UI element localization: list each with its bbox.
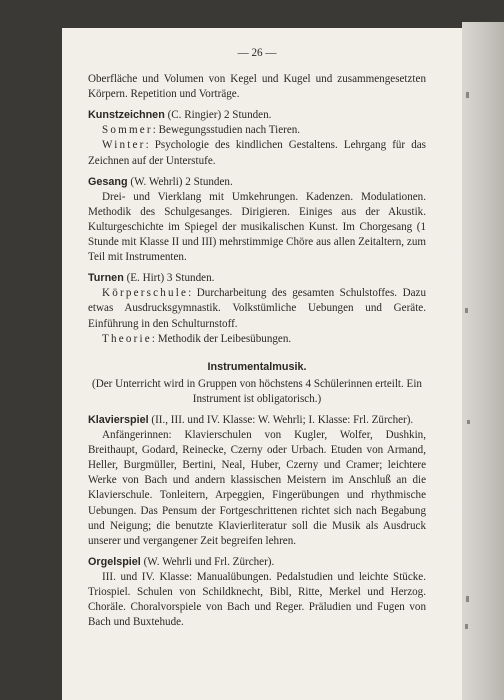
intro-paragraph: Oberfläche und Volumen von Kegel und Kugel und zusammengesetzten Körpern. Repetition und Vorträge. [88, 73, 426, 101]
klavier-heading [88, 413, 426, 428]
summer-text: : Bewegungsstudien nach Tieren. [152, 124, 301, 137]
page-number: — 26 — [237, 47, 277, 59]
theorie-text: : Methodik der Leibesübungen. [151, 332, 292, 345]
klavier-title: Klavierspiel [88, 413, 149, 426]
turnen-heading [88, 271, 426, 286]
page-edge [462, 22, 504, 700]
turnen-theorie [88, 332, 426, 347]
koerperschule-label: Körperschule [102, 287, 189, 300]
turnen-teacher: (E. Hirt) 3 Stunden. [123, 272, 215, 285]
koerperschule-text: : Durcharbeitung des gesamten Schulstoffes. Dazu etwas Ausdrucksgymnastik. Volkstümliche Uebungen und Geräte. Einführung in den Schulturnstoff. [88, 287, 426, 330]
winter-label: Winter [102, 139, 146, 152]
page-content [88, 46, 426, 630]
gesang-teacher: (W. Wehrli) 2 Stunden. [127, 175, 233, 188]
kunstzeichnen-title: Kunstzeichnen [88, 109, 165, 122]
orgel-heading [88, 555, 426, 570]
gesang-heading [88, 175, 426, 190]
kunstzeichnen-teacher: (C. Ringier) 2 Stunden. [164, 109, 272, 122]
kunstzeichnen-summer [88, 123, 426, 138]
turnen-title: Turnen [88, 272, 124, 285]
summer-label: Sommer [102, 124, 153, 137]
gesang-title: Gesang [88, 175, 128, 188]
document-page [62, 28, 462, 700]
turnen-koerperschule [88, 286, 426, 331]
gesang-text: Drei- und Vierklang mit Umkehrungen. Kadenzen. Modulationen. Methodik des Schulgesanges. Dirigieren. Einiges aus der Akustik. Kulturgeschichte im Spiegel der musikalischen Kunst. Im Chorgesang (1 Stunde mit Klasse II und III) mehrstimmige Chöre aus allen Zeitaltern, zum Teil mit Instrumenten. [88, 190, 426, 264]
orgel-text: III. und IV. Klasse: Manualübungen. Pedalstudien und leichte Stücke. Triospiel. Schulen von Schildknecht, Bibl, Ritte, Merkel und Herzog. Choräle. Choralvorspiele von Bach und Reger. Präludien und Fugen von Bach und Buxtehude. [88, 570, 426, 629]
klavier-text: Anfängerinnen: Klavierschulen von Kugler, Wolfer, Dushkin, Breithaupt, Godard, Reinecke, Czerny oder Urbach. Etuden von Armand, Heller, Burgmüller, Bertini, Neal, Huber, Czerny und Cramer; leichtere Werke von Bach und andern klassischen Meistern im Anschluß an die Klavierschule. Tonleitern, Arpeggien, Fingerübungen und rhythmische Uebungen. Das Pensum der Fortgeschrittenen richtet sich nach Begabung und Neigung; die benutzte Klavierliteratur soll die Musik als Ausdruck unserer und vergangener Zeit begreifen lehren. [88, 429, 426, 547]
klavier-teacher: (II., III. und IV. Klasse: W. Wehrli; I. Klasse: Frl. Zürcher). [148, 413, 414, 426]
winter-text: : Psychologie des kindlichen Gestaltens. Lehrgang für das Zeichnen auf der Unterstufe. [88, 139, 426, 167]
orgel-title: Orgelspiel [88, 555, 141, 568]
theorie-label: Theorie [102, 332, 152, 345]
instrumental-note: (Der Unterricht wird in Gruppen von höchstens 4 Schülerinnen erteilt. Ein Instrument ist obligatorisch.) [92, 377, 422, 405]
kunstzeichnen-heading [88, 108, 426, 123]
orgel-teacher: (W. Wehrli und Frl. Zürcher). [140, 555, 275, 568]
kunstzeichnen-winter [88, 138, 426, 168]
instrumental-heading: Instrumentalmusik. [207, 360, 307, 373]
